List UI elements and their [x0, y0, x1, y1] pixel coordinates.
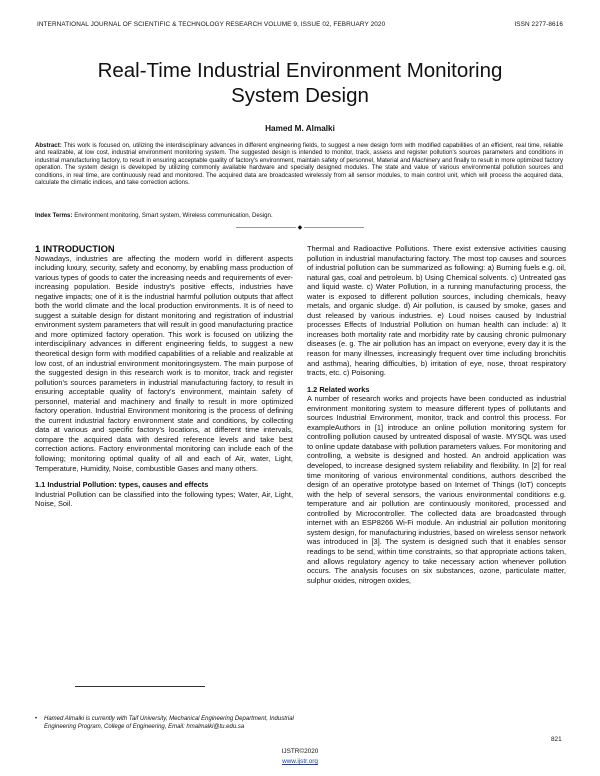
title-line-1: Real-Time Industrial Environment Monitoring: [97, 59, 503, 82]
related-works-paragraph: A number of research works and projects have been conducted as industrial environment monitoring system to measure different types of pollutants and sources Industrial Environment, monitor, track and control this process. For exampleAuthors in [1] introduce an online pollution monitoring system for controlling pollution caused by untreated disposal of waste. MYSQL was used to online update database with pollution parameters values. For monitoring and controlling, a website is designed and hosted. An android application was developed, to increase designed system reliability and flexibility. In [2] for real time monitoring of various environmental conditions, authors described the design of an operative prototype based on Internet of Things (IoT) concepts with the help of several sensors, the various environmental conditions e.g. temperature and air pollution are continuously monitored, processed and controlled by Microcontroller. The collected data are broadcasted through internet with an ESP8266 Wi-Fi module. An industrial air pollution monitoring system design, for manufacturing industries, based on wireless sensor network was introduced in [3]. The system is designed such that it enables sensor readings to be send, within time constraints, so that appropriate actions taken, and allows regulatory agency to take necessary action whenever pollution occurs. The analysis focuses on six substances, ozone, particulate matter, sulphur oxides, nitrogen oxides,: [307, 394, 566, 585]
running-header: [37, 21, 563, 28]
intro-paragraph: Nowadays, industries are affecting the modern world in different aspects including luxury, security, safety and economy, by enabling mass production of various types of goods to cater the increasing needs and requirements of ever-increasing population. Beside industry's positive effects, industries have negative impacts; one of it is the industrial harmful pollution outputs that affect both the world climate and the local production environments. It is of need to suggest a suitable design for distant monitoring and registration of industrial environment system parameters that will result in good manufacturing practice and more optimized factory operation. This work is focused on utilizing the interdisciplinary advances in different engineering fields, to suggest a new theoretical design form with modified capabilities of a reliable and realizable at low cost, of an industrial environment monitoringsystem. The main purpose of the suggested design in this research work is to monitor, track and register pollution's sources parameters in industrial manufacturing factory, to result in ensuring acceptable quality of factory's environment, maintain safety of personnel, material and machinery and finally to result in more optimized factory operation. Industrial Environment monitoring is the process of defining the current industrial factory environment state and conditions, by collecting data at various and specific factory's locations, at different time intervals, compare the acquired data with desired reference levels and take best correction actions. Factory environmental monitoring can include each of the following; monitoring optimal quality of all and each of Air, water, Light, Temperature, Humidity, Noise, combustible Gases and many others.: [35, 253, 293, 473]
pollution-causes-paragraph: Thermal and Radioactive Pollutions. There exist extensive activities causing pollution in industrial manufacturing factory. The most top causes and sources of industrial pollution can be summarized as following: a) Burning fuels e.g. oil, natural gas, coal and petroleum. b) Using Chemical solvents. c) Untreated gas and liquid waste. c) Water Pollution, in a running manufacturing process, the water is exposed to different pollution sources, including chemicals, heavy metals, and organic sludge. d) Air pollution, is caused by smoke, gases and dust released by various industries. e) Loud noises caused by Industrial processes Effects of Industrial Pollution on human health can include: a) It increases both mortality rate and morbidity rate by causing chronic pulmonary diseases (e. g. The air pollution has an impact on everyone, every day it is the reason for many illnesses, increasingly frequent over time including bronchitis and asthma), hearing difficulties, b) irritation of eye, nose, throat respiratory tracts, etc. c) Poisoning.: [307, 244, 566, 378]
footnote-bullet: •: [35, 716, 38, 722]
issn: ISSN 2277-8616: [514, 21, 563, 28]
title-line-2: System Design: [231, 84, 369, 107]
section-heading-introduction: 1 INTRODUCTION: [35, 243, 115, 254]
abstract: [35, 142, 563, 186]
footnote-text: Hamed Almalki is currently with Taif University, Mechanical Engineering Department, Industrial Engineering Program, College of Engineering, Email: hmalmalki@tu.edu.sa: [44, 716, 294, 730]
index-terms-label: Index Terms:: [35, 212, 73, 219]
abstract-label: Abstract:: [35, 142, 62, 149]
subsection-heading-pollution: 1.1 Industrial Pollution: types, causes and effects: [35, 480, 209, 490]
footer-website-link[interactable]: www.ijstr.org: [282, 758, 318, 765]
footnote-divider: [75, 686, 205, 687]
paper-title: [40, 58, 560, 108]
journal-header: INTERNATIONAL JOURNAL OF SCIENTIFIC & TECHNOLOGY RESEARCH VOLUME 9, ISSUE 02, FEBRUARY 2020: [37, 21, 386, 28]
left-column: [35, 244, 293, 509]
footer-copyright: IJSTR©2020: [281, 748, 319, 755]
section-separator: —————————— ◆ ——————————: [236, 225, 364, 231]
page-number: 821: [551, 736, 562, 743]
author-name: Hamed M. Almalki: [265, 124, 335, 133]
author-footnote: [35, 716, 294, 731]
index-terms-text: Environment monitoring, Smart system, Wireless communication, Design.: [74, 212, 273, 219]
subsection-heading-related-works: 1.2 Related works: [307, 384, 370, 394]
pollution-paragraph: Industrial Pollution can be classified into the following types; Water, Air, Light, Noise, Soil.: [35, 489, 293, 509]
right-column: [307, 244, 566, 585]
abstract-text: This work is focused on, utilizing the interdisciplinary advances in different engineering fields, to suggest a new design form with modified capabilities of an efficient, real time, reliable and realizable, at low cost, industrial environment monitoring system. The suggested design is intended to monitor, track, assess and register pollution's sources parameters and conditions in industrial manufacturing factory, to result in ensuring acceptable quality of factory's environment, maintain safety of personnel, Material and Machinery and finally to result in more optimized factory operation. The system design is developed by utilizing commonly available hardware and specially designed modules. The state and value of various environmental pollution sources and conditions, in real time, are continuously read and monitored. The acquired data are broadcasted wirelessly from all sensor modules, to main control unit, which will process the acquired data, calculate the climatic indices, and take correction actions.: [35, 142, 563, 187]
index-terms: [35, 212, 563, 219]
